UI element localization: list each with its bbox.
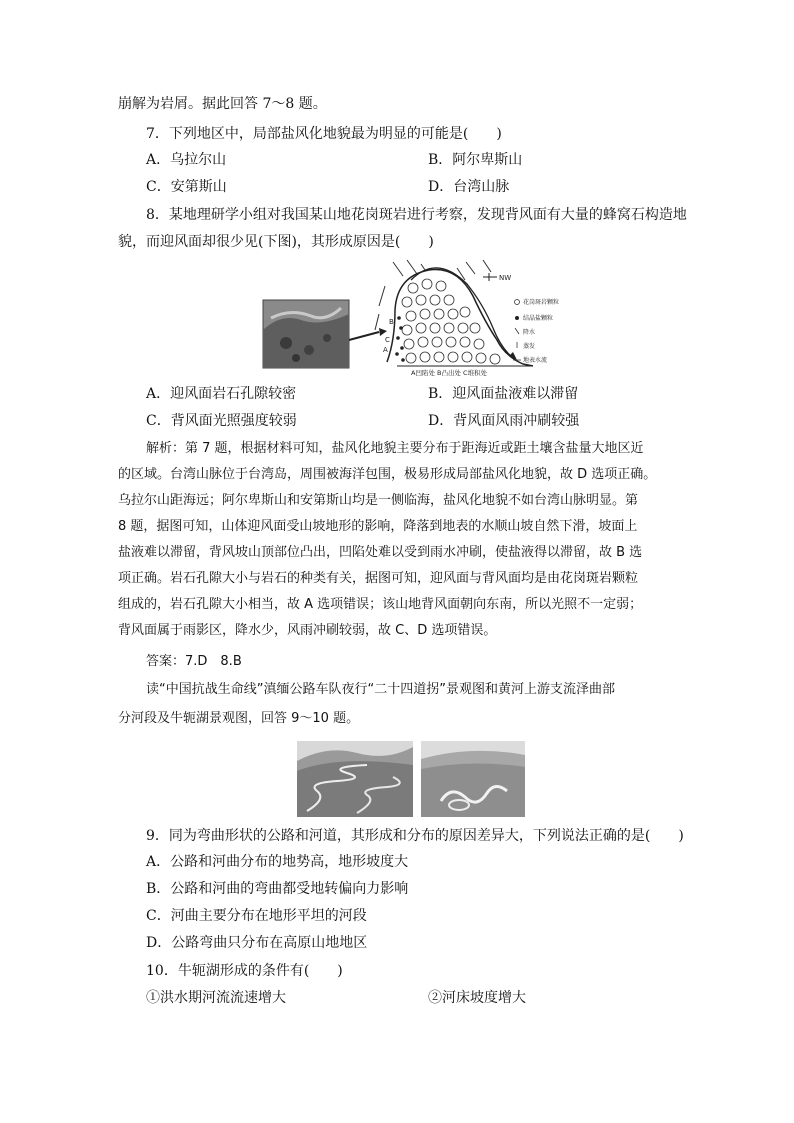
q7-option-a: A．乌拉尔山: [146, 152, 227, 168]
question-10-stem: 10．牛轭湖形成的条件有( ): [146, 963, 343, 979]
q9-option-c: C．河曲主要分布在地形平坦的河段: [146, 908, 367, 924]
salt-legend-icon: [515, 316, 519, 320]
grain-legend-icon: [515, 300, 520, 305]
legend-rain: 降水: [523, 329, 536, 336]
explanation-line-2: 的区域。台湾山脉位于台湾岛，周围被海洋包围，极易形成局部盐风化地貌，故 D 选项正确。: [118, 467, 657, 482]
q8-option-d: D．背风面风雨冲刷较强: [428, 413, 580, 429]
pointer-arrow-icon: [379, 328, 387, 336]
q9-option-b: B．公路和河曲的弯曲都受地转偏向力影响: [146, 881, 409, 897]
q10-option-2: ②河床坡度增大: [428, 990, 526, 1006]
oxbow-photo-image: [421, 741, 525, 817]
legend-flow: 地表水流: [523, 357, 548, 364]
figure-caption: A凹陷处 B凸出处 C堆积处: [411, 369, 488, 377]
q8-option-c: C．背风面光照强度较弱: [146, 413, 297, 429]
honeycomb-weathering-figure: [261, 258, 591, 378]
q7-option-d: D．台湾山脉: [428, 179, 510, 195]
q8-option-b: B．迎风面盐液难以滞留: [428, 386, 579, 402]
label-b: B: [389, 318, 394, 326]
q7-option-c: C．安第斯山: [146, 179, 227, 195]
q9-option-a: A．公路和河曲分布的地势高，地形坡度大: [146, 854, 409, 870]
reading-line-2: 分河段及牛轭湖景观图，回答 9～10 题。: [118, 711, 360, 726]
question-8-stem-line2: 貌，而迎风面却很少见(下图)，其形成原因是( ): [118, 234, 434, 250]
explanation-line-3: 乌拉尔山距海远；阿尔卑斯山和安第斯山均是一侧临海，盐风化地貌不如台湾山脉明显。第: [118, 493, 639, 508]
explanation-line-8: 背风面属于雨影区，降水少，风雨冲刷较弱，故 C、D 选项错误。: [118, 623, 497, 638]
question-7-stem: 7．下列地区中，局部盐风化地貌最为明显的可能是( ): [146, 126, 502, 142]
explanation-line-1: 解析：第 7 题，根据材料可知，盐风化地貌主要分布于距海近或距土壤含盐量大地区近: [146, 441, 644, 456]
question-8-stem-line1: 8．某地理研学小组对我国某山地花岗斑岩进行考察，发现背风面有大量的蜂窝石构造地: [146, 207, 687, 223]
legend-salt: 结晶盐颗粒: [523, 315, 554, 322]
figure-legend: [513, 298, 559, 364]
explanation-line-5: 盐液难以滞留，背风坡山顶部位凸出，凹陷处难以受到雨水冲刷，使盐液得以滞留，故 B 选: [118, 545, 643, 560]
question-9-stem: 9．同为弯曲形状的公路和河道，其形成和分布的原因差异大，下列说法正确的是( ): [146, 828, 684, 844]
road-photo-image: [297, 741, 413, 817]
legend-grain: 花岗斑岩颗粒: [523, 299, 560, 306]
answer-line: 答案：7.D 8.B: [146, 654, 242, 669]
honeycomb-diagram: [261, 258, 591, 378]
legend-evaporation: 蒸发: [523, 343, 536, 350]
rock-photo: [263, 300, 349, 368]
q8-option-a: A．迎风面岩石孔隙较密: [146, 386, 297, 402]
nw-label: NW: [499, 274, 512, 282]
explanation-line-6: 项正确。岩石孔隙大小与岩石的种类有关，据图可知，迎风面与背风面均是由花岗斑岩颗粒: [118, 571, 639, 586]
label-c: C: [385, 336, 390, 344]
q9-option-d: D．公路弯曲只分布在高原山地地区: [146, 935, 368, 951]
explanation-line-4: 8 题，据图可知，山体迎风面受山坡地形的影响，降落到地表的水顺山坡自然下滑，坡面上: [118, 519, 638, 534]
oxbow-lake-photo: [421, 741, 525, 817]
rain-legend-icon: [515, 328, 519, 334]
label-a: A: [383, 346, 388, 354]
q7-option-b: B．阿尔卑斯山: [428, 152, 523, 168]
q10-option-1: ①洪水期河流流速增大: [146, 990, 286, 1006]
reading-line-1: 读“中国抗战生命线”滇缅公路车队夜行“二十四道拐”景观图和黄河上游支流泽曲部: [146, 682, 615, 697]
road-switchback-photo: [297, 741, 413, 817]
explanation-line-7: 组成的，岩石孔隙大小相当，故 A 选项错误；该山地背风面朝向东南，所以光照不一定弱；: [118, 597, 643, 612]
intro-text: 崩解为岩屑。据此回答 7～8 题。: [118, 96, 327, 112]
